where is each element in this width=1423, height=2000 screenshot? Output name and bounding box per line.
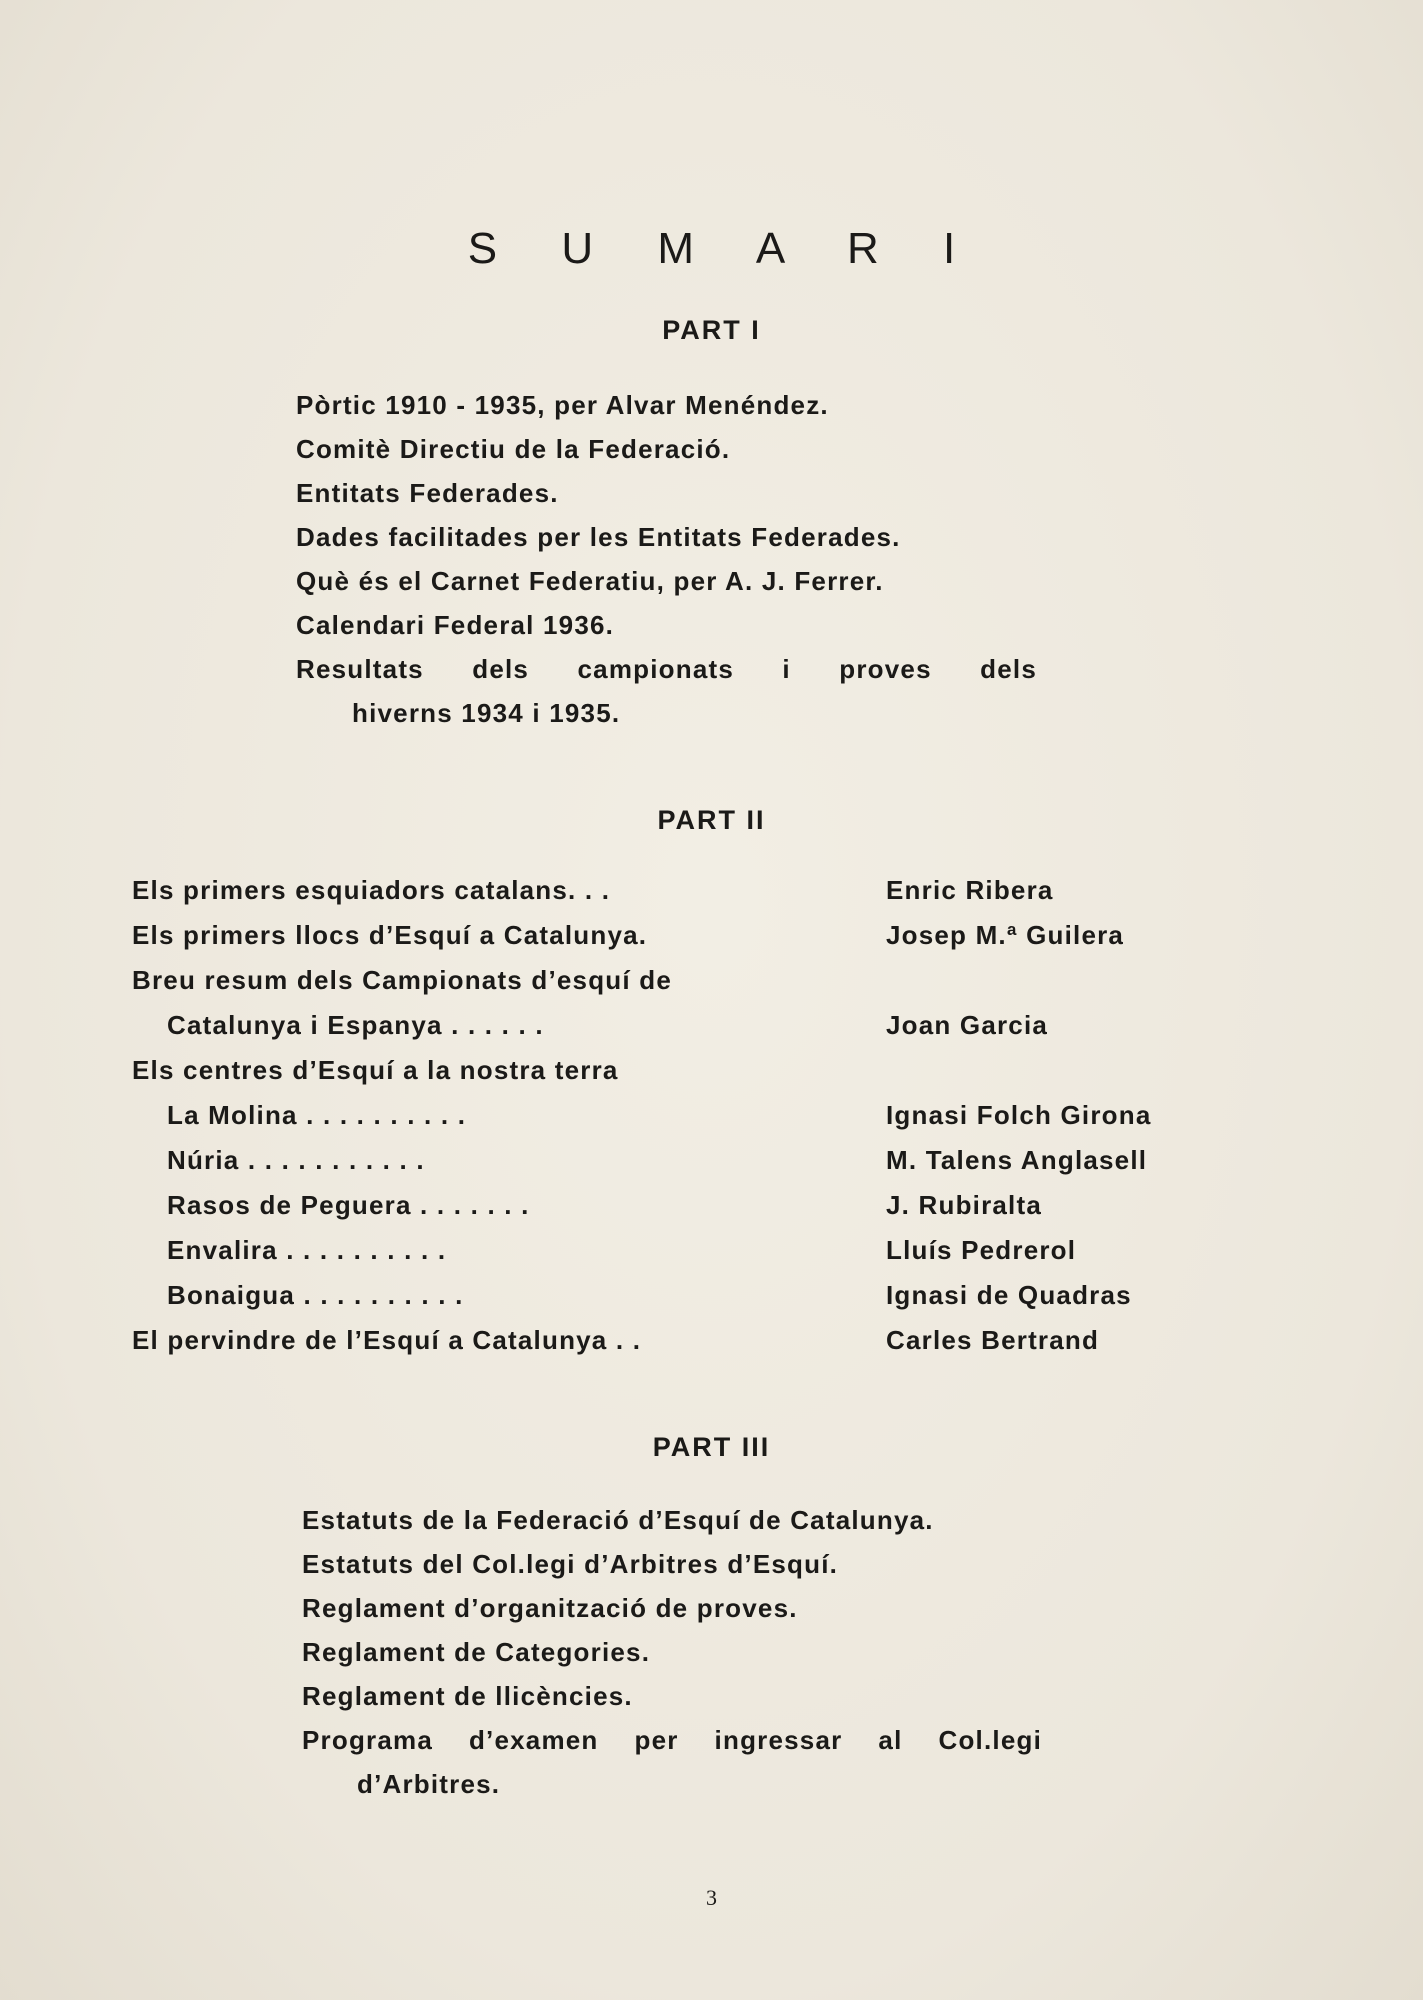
part-2-table [132,868,1232,1363]
article-author: Ignasi de Quadras [886,1280,1132,1310]
article-title: Rasos de Peguera . . . . . . . [167,1190,530,1220]
list-item: Dades facilitades per les Entitats Federades. [296,522,901,552]
article-title: Els primers llocs d’Esquí a Catalunya. [132,920,648,950]
article-author: Joan Garcia [886,1010,1049,1040]
table-row [132,1048,1232,1093]
article-author: M. Talens Anglasell [886,1145,1148,1175]
article-title: La Molina . . . . . . . . . . [167,1100,467,1130]
table-row [132,1003,1232,1048]
table-row [132,1183,1232,1228]
article-author: J. Rubiralta [886,1190,1042,1220]
list-item: Reglament de Categories. [302,1637,651,1667]
part-2-heading: PART II [657,805,766,835]
list-item: Estatuts de la Federació d’Esquí de Catalunya. [302,1505,934,1535]
table-row [132,958,1232,1003]
list-item: Pòrtic 1910 - 1935, per Alvar Menéndez. [296,390,829,420]
article-title: Bonaigua . . . . . . . . . . [167,1280,464,1310]
list-item-continuation: d’Arbitres. [357,1769,501,1799]
table-row [132,868,1232,913]
list-item: Reglament d’organització de proves. [302,1593,798,1623]
article-author: Josep M.ª Guilera [886,920,1125,950]
part-1-list [296,383,1037,735]
list-item: Reglament de llicències. [302,1681,633,1711]
article-title: Breu resum dels Campionats d’esquí de [132,965,672,995]
table-row [132,1093,1232,1138]
article-author: Lluís Pedrerol [886,1235,1077,1265]
table-row [132,1318,1232,1363]
table-row [132,1228,1232,1273]
table-row [132,1273,1232,1318]
article-title: El pervindre de l’Esquí a Catalunya . . [132,1325,642,1355]
list-item-continuation: hiverns 1934 i 1935. [352,698,621,728]
part-3-heading: PART III [652,1432,771,1462]
list-item: Estatuts del Col.legi d’Arbitres d’Esquí. [302,1549,839,1579]
article-title: Envalira . . . . . . . . . . [167,1235,447,1265]
page-title: S U M A R I [467,224,982,274]
part-3-list [302,1498,1042,1806]
part-1-heading: PART I [662,315,761,345]
article-author: Carles Bertrand [886,1325,1100,1355]
article-title: Catalunya i Espanya . . . . . . [167,1010,544,1040]
list-item: Comitè Directiu de la Federació. [296,434,731,464]
article-title: Els centres d’Esquí a la nostra terra [132,1055,619,1085]
article-author: Ignasi Folch Girona [886,1100,1152,1130]
article-title: Núria . . . . . . . . . . . [167,1145,425,1175]
article-author: Enric Ribera [886,875,1054,905]
table-row [132,913,1232,958]
page-number: 3 [706,1885,717,1910]
list-item: Resultats dels campionats i proves dels [296,654,1037,684]
list-item: Calendari Federal 1936. [296,610,615,640]
list-item: Què és el Carnet Federatiu, per A. J. Ferrer. [296,566,884,596]
article-title: Els primers esquiadors catalans. . . [132,875,611,905]
list-item: Programa d’examen per ingressar al Col.legi [302,1725,1042,1755]
table-row [132,1138,1232,1183]
list-item: Entitats Federades. [296,478,559,508]
